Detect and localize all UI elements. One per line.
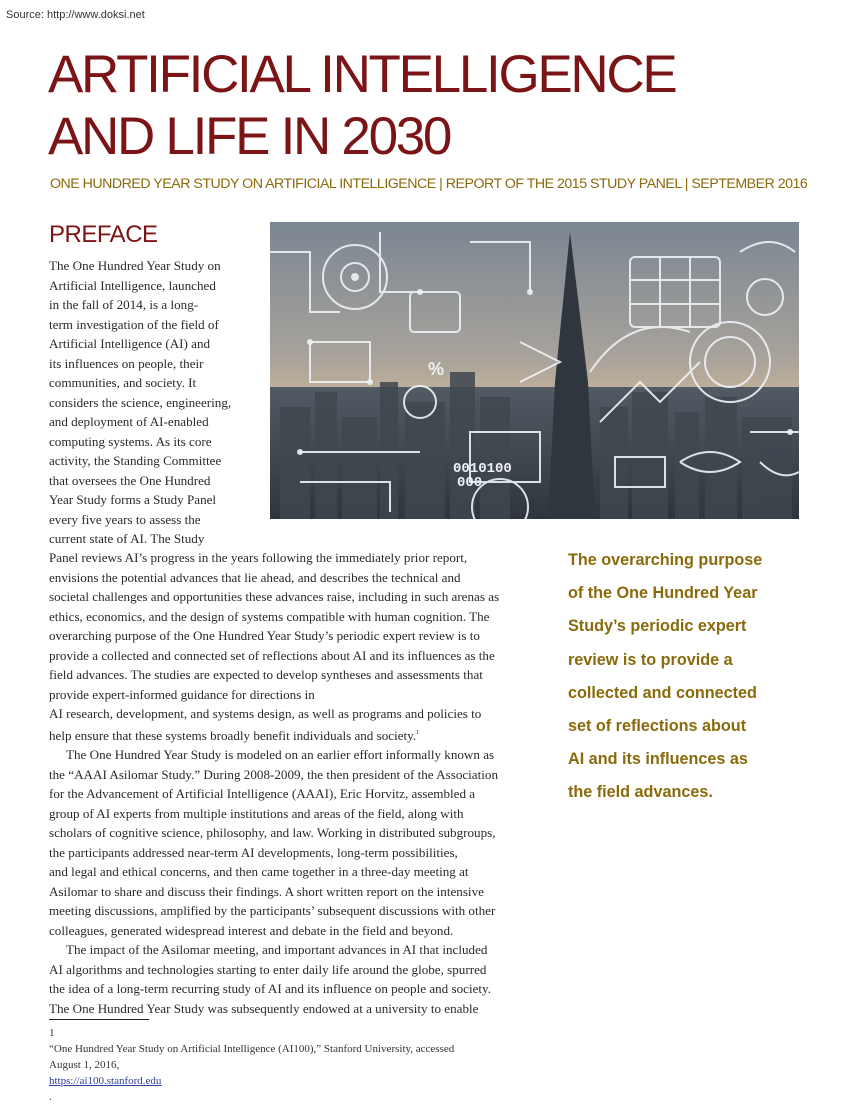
text-line: societal challenges and opportunities these advances raise, including in such arenas as xyxy=(49,589,500,604)
text-line: every five years to assess the xyxy=(49,511,201,527)
section-heading: PREFACE xyxy=(49,221,158,248)
pull-quote-line: of the One Hundred Year xyxy=(568,584,758,603)
pull-quote-line: AI and its influences as xyxy=(568,750,748,769)
hero-image xyxy=(270,222,799,519)
text-line: Artificial Intelligence, launched xyxy=(49,277,216,293)
text-line: Asilomar to share and discuss their findings. A short written report on the intensive xyxy=(49,883,484,899)
text-line: in the fall of 2014, is a long- xyxy=(49,297,199,312)
hero-binary-text-1: 0010100 xyxy=(453,461,512,477)
report-subtitle: ONE HUNDRED YEAR STUDY ON ARTIFICIAL INTELLIGENCE | REPORT OF THE 2015 STUDY PANEL | SEPTEMBER 2016 xyxy=(50,176,808,192)
footnote-divider xyxy=(49,1019,149,1020)
text-line: Panel reviews AI’s progress in the years following the immediately prior report, xyxy=(49,550,468,565)
pull-quote-line: collected and connected xyxy=(568,683,757,702)
footnote-text: “One Hundred Year Study on Artificial Intelligence (AI100),” Stanford University, accessed xyxy=(49,1043,455,1055)
hero-percent-glyph: % xyxy=(428,359,445,379)
text-line: provide expert-informed guidance for directions in xyxy=(49,686,315,702)
text-line: communities, and society. It xyxy=(49,375,197,390)
pull-quote xyxy=(568,544,808,810)
text-line: The impact of the Asilomar meeting, and important advances in AI that included xyxy=(66,942,488,957)
footnote-marker: 1 xyxy=(416,729,420,736)
text-line: Year Study forms a Study Panel xyxy=(49,492,217,507)
text-line: for the Advancement of Artificial Intelligence (AAAI), Eric Horvitz, assembled a xyxy=(49,786,476,801)
text-line: The One Hundred Year Study was subsequently endowed at a university to enable xyxy=(49,1000,479,1016)
text-line: the idea of a long-term recurring study of AI and its influence on people and society. xyxy=(49,981,492,996)
text-line: considers the science, engineering, xyxy=(49,394,232,410)
text-line: group of AI experts from multiple institutions and areas of the field, along with xyxy=(49,805,464,821)
text-line: the participants addressed near-term AI developments, long-term possibilities, xyxy=(49,844,458,860)
text-line: AI algorithms and technologies starting to enter daily life around the globe, spurred xyxy=(49,961,487,977)
pull-quote-line: set of reflections about xyxy=(568,717,747,736)
pull-quote-line: The overarching purpose xyxy=(568,551,763,569)
text-line: computing systems. As its core xyxy=(49,433,212,449)
text-line: ethics, economics, and the design of systems compatible with human cognition. The xyxy=(49,608,490,624)
city-circuit-illustration xyxy=(270,222,799,519)
text-line: colleagues, generated widespread interest and debate in the field and beyond. xyxy=(49,922,454,938)
hero-binary-text-2: 000 xyxy=(457,475,483,491)
text-line: activity, the Standing Committee xyxy=(49,453,222,468)
text-fragment: help ensure that these systems broadly benefit individuals and society. xyxy=(49,727,417,743)
footnote xyxy=(49,1025,454,1105)
text-line: Artificial Intelligence (AI) and xyxy=(49,336,211,351)
pull-quote-line: the field advances. xyxy=(568,783,713,802)
text-line: term investigation of the field of xyxy=(49,316,219,332)
footnote-link[interactable]: https://ai100.stanford.edu xyxy=(49,1075,162,1087)
title-line-1: ARTIFICIAL INTELLIGENCE xyxy=(48,45,676,104)
title-line-2: AND LIFE IN 2030 xyxy=(48,107,451,166)
text-line: current state of AI. The Study xyxy=(49,531,205,546)
text-line: and deployment of AI-enabled xyxy=(49,414,209,429)
text-line: field advances. The studies are expected to develop syntheses and assessments that xyxy=(49,667,483,682)
text-line: provide a collected and connected set of reflections about AI and its influences as the xyxy=(49,647,495,663)
text-line-with-footnote xyxy=(49,724,551,746)
text-line: AI research, development, and systems design, as well as programs and policies to xyxy=(49,706,482,721)
document-title xyxy=(48,44,675,168)
source-line: Source: http://www.doksi.net xyxy=(6,9,145,21)
text-line: its influences on people, their xyxy=(49,355,204,371)
footnote-text: August 1, 2016, xyxy=(49,1059,120,1071)
footnote-line-1 xyxy=(49,1025,454,1057)
text-line: that oversees the One Hundred xyxy=(49,472,211,488)
text-line: meeting discussions, amplified by the participants’ subsequent discussions with other xyxy=(49,903,496,918)
body-column-narrow xyxy=(49,256,259,549)
text-line: The One Hundred Year Study is modeled on an earlier effort informally known as xyxy=(66,747,495,762)
text-line: the “AAAI Asilomar Study.” During 2008-2009, the then president of the Association xyxy=(49,766,498,782)
text-line: scholars of cognitive science, philosophy, and law. Working in distributed subgroups, xyxy=(49,825,496,840)
text-line: The One Hundred Year Study on xyxy=(49,258,221,273)
text-line: overarching purpose of the One Hundred Year Study’s periodic expert review is to xyxy=(49,628,480,643)
text-line: envisions the potential advances that lie ahead, and describes the technical and xyxy=(49,569,461,585)
footnote-text: . xyxy=(49,1091,52,1103)
pull-quote-line: Study’s periodic expert xyxy=(568,617,747,636)
footnote-line-2 xyxy=(49,1057,454,1105)
footnote-number: 1 xyxy=(49,1027,55,1039)
pull-quote-line: review is to provide a xyxy=(568,650,733,669)
body-column-wide xyxy=(49,548,551,1018)
text-line: and legal and ethical concerns, and then came together in a three-day meeting at xyxy=(49,864,469,879)
